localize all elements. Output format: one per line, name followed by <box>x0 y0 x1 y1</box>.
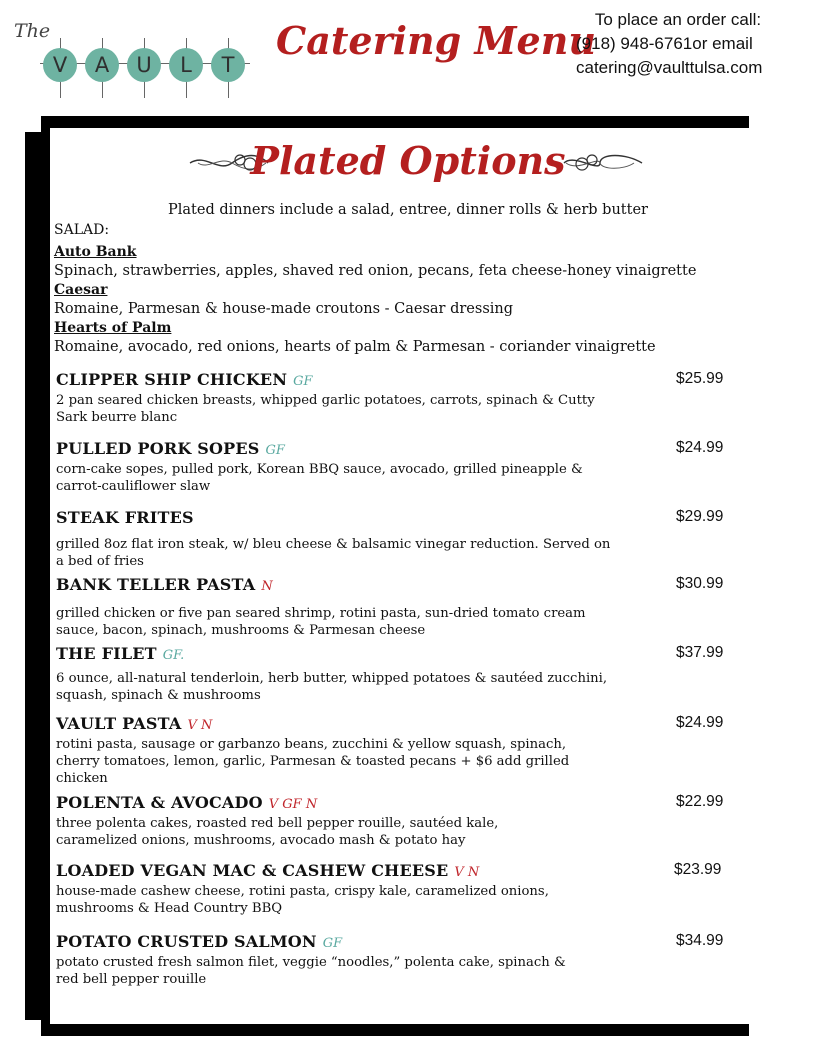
entree-name: VAULT PASTA <box>56 714 182 733</box>
entree-desc: grilled chicken or five pan seared shrimp, rotini pasta, sun-dried tomato cream sauce, bacon, spinach, mushrooms & Parmesan cheese <box>56 606 586 638</box>
entree-item <box>56 370 746 426</box>
logo-letter: L <box>169 48 203 82</box>
entree-item <box>56 861 746 917</box>
entree-name: THE FILET <box>56 644 157 663</box>
diet-tag: GF <box>322 936 343 951</box>
entree-price: $34.99 <box>676 932 724 949</box>
logo-the-text: The <box>14 20 51 42</box>
intro-text: Plated dinners include a salad, entree, dinner rolls & herb butter <box>168 202 648 218</box>
entree-price: $30.99 <box>676 575 724 592</box>
contact-info <box>560 8 816 80</box>
entree-item <box>56 575 746 639</box>
entree-name: PULLED PORK SOPES <box>56 439 260 458</box>
salad-name: Caesar <box>54 282 108 298</box>
logo-letter: V <box>43 48 77 82</box>
salad-desc: Spinach, strawberries, apples, shaved red onion, pecans, feta cheese-honey vinaigrette <box>54 263 697 279</box>
entree-item <box>56 644 746 704</box>
entree-item <box>56 439 746 495</box>
diet-tag: V GF N <box>268 797 318 812</box>
entree-desc: corn-cake sopes, pulled pork, Korean BBQ sauce, avocado, grilled pineapple & carrot-cauliflower slaw <box>56 462 583 494</box>
menu-panel <box>50 128 766 1024</box>
diet-tag: GF <box>265 443 285 458</box>
entree-name: POLENTA & AVOCADO <box>56 793 263 812</box>
salad-desc: Romaine, avocado, red onions, hearts of palm & Parmesan - coriander vinaigrette <box>54 339 656 355</box>
entree-name: POTATO CRUSTED SALMON <box>56 932 317 951</box>
entree-desc: rotini pasta, sausage or garbanzo beans, zucchini & yellow squash, spinach, cherry tomatoes, lemon, garlic, Parmesan & toasted pecans + $6 add grilled chicken <box>56 737 570 786</box>
header-title: Catering Menu <box>276 18 596 63</box>
logo-letter: U <box>127 48 161 82</box>
salad-name: Auto Bank <box>54 244 137 260</box>
entree-price: $37.99 <box>676 644 724 661</box>
entree-desc: grilled 8oz flat iron steak, w/ bleu cheese & balsamic vinegar reduction. Served on a bed of fries <box>56 537 611 569</box>
entree-price: $22.99 <box>676 793 724 810</box>
entree-name: CLIPPER SHIP CHICKEN <box>56 370 288 389</box>
contact-line: To place an order call: <box>594 10 762 29</box>
entree-item <box>56 793 746 849</box>
entree-price: $25.99 <box>676 370 724 387</box>
diet-tag: V N <box>187 718 213 733</box>
diet-tag: GF. <box>162 648 185 663</box>
entree-price: $24.99 <box>676 439 724 456</box>
logo-letter: A <box>85 48 119 82</box>
entree-desc: potato crusted fresh salmon filet, veggie “noodles,” polenta cake, spinach & red bell pepper rouille <box>56 955 566 987</box>
entree-name: STEAK FRITES <box>56 508 194 527</box>
entree-name: BANK TELLER PASTA <box>56 575 256 594</box>
contact-phone: (918) 948-6761or email <box>576 34 753 53</box>
entree-name: LOADED VEGAN MAC & CASHEW CHEESE <box>56 861 449 880</box>
entree-desc: 6 ounce, all-natural tenderloin, herb butter, whipped potatoes & sautéed zucchini, squash, spinach & mushrooms <box>56 671 608 703</box>
entree-item <box>56 932 746 988</box>
entree-desc: house-made cashew cheese, rotini pasta, crispy kale, caramelized onions, mushrooms & Head Country BBQ <box>56 884 549 916</box>
diet-tag: GF <box>293 374 313 389</box>
entree-item <box>56 714 746 787</box>
entree-desc: 2 pan seared chicken breasts, whipped garlic potatoes, carrots, spinach & Cutty Sark beurre blanc <box>56 393 595 425</box>
contact-email[interactable]: catering@vaulttulsa.com <box>576 58 763 77</box>
entree-desc: three polenta cakes, roasted red bell pepper rouille, sautéed kale, caramelized onions, mushrooms, avocado mash & potato hay <box>56 816 499 848</box>
salad-label: SALAD: <box>54 222 110 238</box>
logo-letter: T <box>211 48 245 82</box>
flourish-ornament-icon <box>562 148 644 178</box>
diet-tag: N <box>261 579 273 594</box>
vault-logo <box>12 10 252 90</box>
salad-name: Hearts of Palm <box>54 320 172 336</box>
salad-list <box>54 243 764 357</box>
section-title: Plated Options <box>250 138 566 183</box>
entree-price: $29.99 <box>676 508 724 525</box>
diet-tag: V N <box>454 865 480 880</box>
entree-price: $23.99 <box>674 861 722 878</box>
entree-item <box>56 508 746 570</box>
salad-desc: Romaine, Parmesan & house-made croutons - Caesar dressing <box>54 301 514 317</box>
entree-price: $24.99 <box>676 714 724 731</box>
